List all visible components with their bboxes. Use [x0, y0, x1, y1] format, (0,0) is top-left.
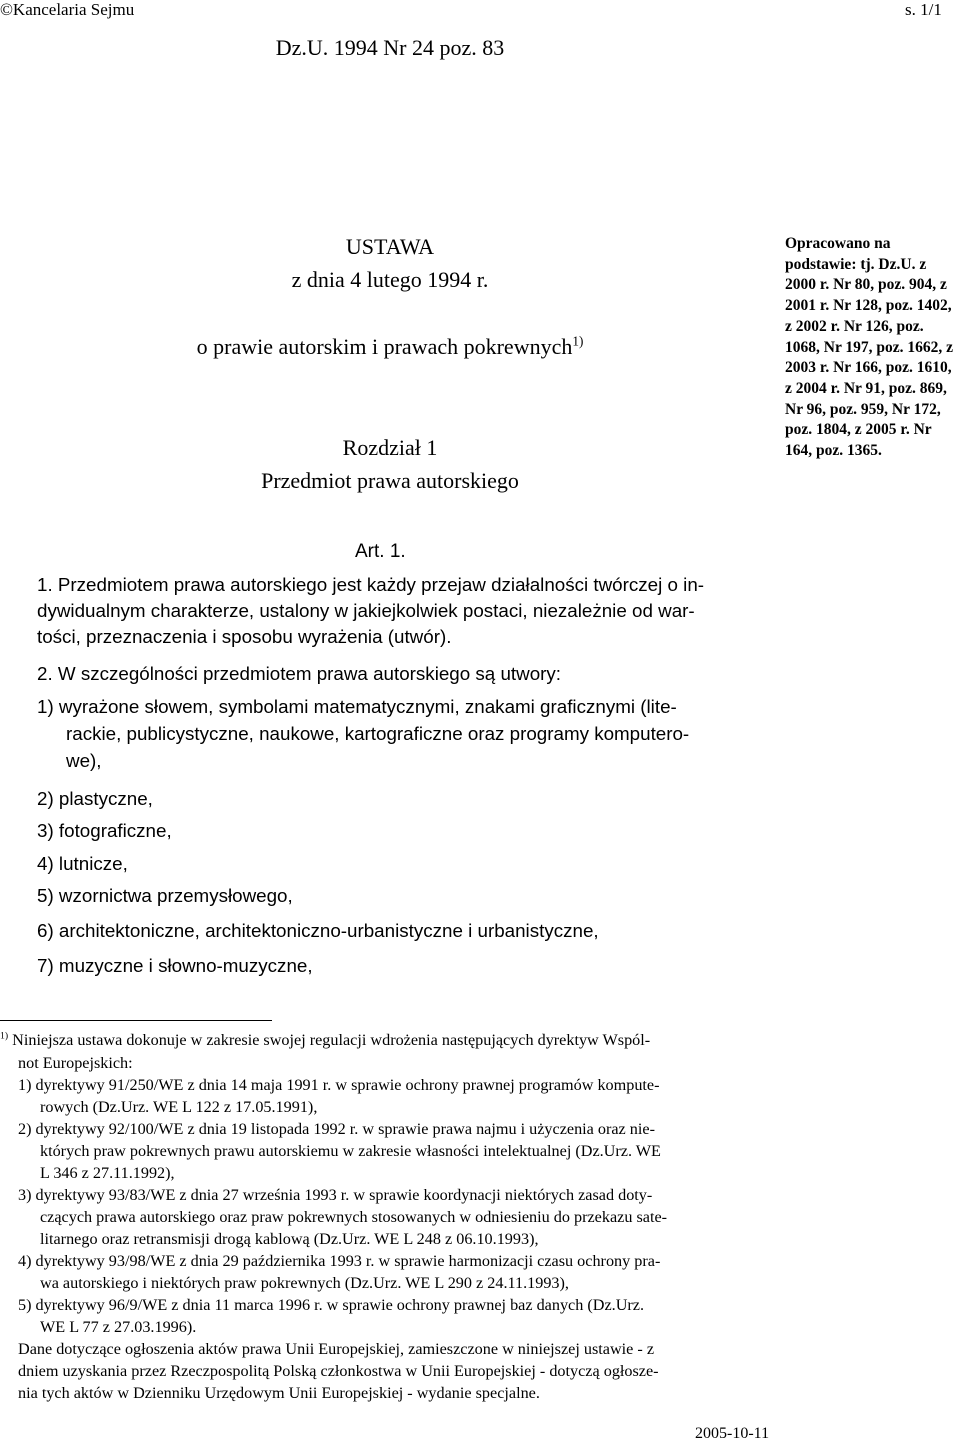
article-heading: Art. 1. [355, 541, 406, 562]
document-reference: Dz.U. 1994 Nr 24 poz. 83 [275, 35, 505, 60]
footnote-line: 5) dyrektywy 96/9/WE z dnia 11 marca 1996 r. w sprawie ochrony prawnej baz danych (Dz.Urz. [18, 1296, 644, 1314]
footnote-line: 4) dyrektywy 93/98/WE z dnia 29 października 1993 r. w sprawie harmonizacji czasu ochrony pra- [18, 1252, 661, 1270]
footnote-line: Dane dotyczące ogłoszenia aktów prawa Unii Europejskiej, zamieszczone w niniejszej ustawie - z [18, 1340, 654, 1358]
act-type: USTAWA [345, 234, 435, 259]
act-title-text: o prawie autorskim i prawach pokrewnych [196, 334, 573, 359]
footnote-marker: 1) [0, 1030, 9, 1042]
footnote-line [0, 1030, 650, 1051]
footnote-line: L 346 z 27.11.1992), [40, 1164, 175, 1182]
chapter-title: Przedmiot prawa autorskiego [261, 468, 519, 493]
list-item: 4) lutnicze, [37, 853, 128, 874]
list-item: 3) fotograficzne, [37, 820, 172, 841]
paragraph-2: 2. W szczególności przedmiotem prawa autorskiego są utwory: [37, 663, 562, 684]
list-item: 5) wzornictwa przemysłowego, [37, 885, 293, 906]
footnote-reference: 1) [572, 333, 584, 349]
footnote-line: rowych (Dz.Urz. WE L 122 z 17.05.1991), [40, 1098, 318, 1116]
footnote-line: czących prawa autorskiego oraz praw pokrewnych stosowanych w odniesieniu do przekazu sate- [40, 1208, 668, 1226]
list-item: 7) muzyczne i słowno-muzyczne, [37, 955, 313, 976]
list-item: 6) architektoniczne, architektoniczno-urbanistyczne i urbanistyczne, [37, 920, 599, 941]
header-copyright: ©Kancelaria Sejmu [0, 0, 135, 19]
footer-date: 2005-10-11 [695, 1425, 770, 1442]
header-page-number: s. 1/1 [905, 0, 942, 19]
footnote-line: których praw pokrewnych prawu autorskiemu w zakresie własności intelektualnej (Dz.Urz. WE [40, 1142, 661, 1160]
paragraph-1-line: 1. Przedmiotem prawa autorskiego jest każdy przejaw działalności twórczej o in- [37, 574, 705, 595]
paragraph-1-line: tości, przeznaczenia i sposobu wyrażenia (utwór). [37, 626, 452, 647]
footnote-line: 1) dyrektywy 91/250/WE z dnia 14 maja 1991 r. w sprawie ochrony prawnej programów kompute- [18, 1076, 660, 1094]
footnote-line: dniem uzyskania przez Rzeczpospolitą Polską członkostwa w Unii Europejskiej - dotyczą ogłosze- [18, 1362, 659, 1380]
footnote-text: Niniejsza ustawa dokonuje w zakresie swojej regulacji wdrożenia następujących dyrektyw Wspól- [12, 1031, 651, 1049]
footnote-separator [0, 1020, 272, 1021]
footnote-line: nia tych aktów w Dzienniku Urzędowym Unii Europejskiej - wydanie specjalne. [18, 1384, 540, 1402]
footnote-line: WE L 77 z 27.03.1996). [40, 1318, 197, 1336]
chapter-number: Rozdział 1 [342, 435, 438, 460]
footnote-line: litarnego oraz retransmisji drogą kablową (Dz.Urz. WE L 248 z 06.10.1993), [40, 1230, 539, 1248]
list-item-line: 1) wyrażone słowem, symbolami matematycznymi, znakami graficznymi (lite- [37, 696, 677, 717]
list-item-line: we), [66, 750, 102, 771]
footnote-line: wa autorskiego i niektórych praw pokrewnych (Dz.Urz. WE L 290 z 24.11.1993), [40, 1274, 569, 1292]
act-date: z dnia 4 lutego 1994 r. [291, 267, 489, 292]
footnote-line: 3) dyrektywy 93/83/WE z dnia 27 września 1993 r. w sprawie koordynacji niektórych zasad doty- [18, 1186, 653, 1204]
side-note-source: Opracowano na podstawie: tj. Dz.U. z 2000 r. Nr 80, poz. 904, z 2001 r. Nr 128, poz. 1402, z 2002 r. Nr 126, poz. 1068, Nr 197, poz. 1662, z 2003 r. Nr 166, poz. 1610, z 2004 r. Nr 91, poz. 869, Nr 96, poz. 959, Nr 172, poz. 1804, z 2005 r. Nr 164, poz. 1365. [785, 235, 954, 460]
list-item-line: rackie, publicystyczne, naukowe, kartograficzne oraz programy komputero- [66, 723, 690, 744]
paragraph-1-line: dywidualnym charakterze, ustalony w jakiejkolwiek postaci, niezależnie od war- [37, 600, 695, 621]
footnote-line: not Europejskich: [18, 1054, 133, 1072]
list-item: 2) plastyczne, [37, 788, 153, 809]
footnote-line: 2) dyrektywy 92/100/WE z dnia 19 listopada 1992 r. w sprawie prawa najmu i użyczenia oraz nie- [18, 1120, 655, 1138]
act-title [0, 334, 780, 360]
